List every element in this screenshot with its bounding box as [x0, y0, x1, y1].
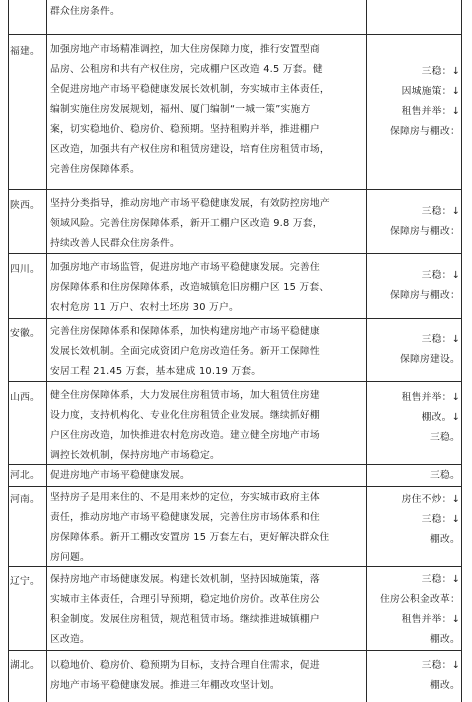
province-name: 陕西。	[10, 200, 40, 211]
policy-line: 房保障体系和住房保障体系，改造城镇危旧房棚户区 15 万套、	[50, 282, 330, 293]
policy-line: 促进房地产市场平稳健康发展。	[50, 470, 190, 481]
row-divider	[8, 318, 462, 319]
policy-line: 区改造。	[50, 634, 90, 645]
policy-line: 户区住房改造，加快推进农村危房改造。建立健全房地产市场	[50, 430, 320, 441]
policy-line: 安居工程 21.45 万套，基本建成 10.19 万套。	[50, 366, 262, 377]
policy-line: 保持房地产市场健康发展。构建长效机制，坚持因城施策，落	[50, 574, 320, 585]
row-divider	[8, 189, 462, 190]
keywords-cell	[370, 466, 460, 486]
policy-cell	[50, 194, 362, 254]
keywords-cell	[370, 62, 460, 142]
keyword: 保障房与棚改：	[390, 126, 460, 137]
keyword: 保障房与棚改：	[390, 290, 460, 301]
keywords-cell	[370, 202, 460, 242]
province-name: 四川。	[10, 264, 40, 275]
province-cell	[10, 196, 42, 216]
policy-cell	[50, 386, 362, 466]
policy-line: 加强房地产市场精准调控，加大住房保障力度，推行安置型商	[50, 44, 320, 55]
keyword: 棚改。	[430, 634, 460, 645]
keyword: 保障房建设。	[400, 354, 460, 365]
keyword: 租售并举：↓	[401, 614, 460, 625]
policy-line: 积金制度。发展住房租赁，规范租赁市场。继续推进城镇棚户	[50, 614, 320, 625]
province-name: 河北。	[10, 470, 40, 481]
policy-line: 调控长效机制，保持房地产市场稳定。	[50, 450, 220, 461]
policy-line: 加强房地产市场监管，促进房地产市场平稳健康发展。完善住	[50, 262, 320, 273]
province-cell	[10, 490, 42, 510]
column-divider-province	[46, 0, 47, 702]
policy-cell	[50, 322, 362, 382]
policy-line: 坚持房子是用来住的、不是用来炒的定位，夯实城市政府主体	[50, 492, 320, 503]
row-divider	[8, 650, 462, 651]
keyword: 三稳：↓	[421, 574, 460, 585]
column-divider-keywords	[366, 0, 367, 702]
policy-line: 责任，推动房地产市场平稳健康发展，完善住房市场体系和住	[50, 512, 320, 523]
policy-cell	[50, 2, 362, 24]
keyword: 三稳：↓	[421, 206, 460, 217]
province-cell	[10, 324, 42, 344]
keyword: 棚改。	[430, 680, 460, 691]
province-cell	[10, 466, 42, 486]
keyword: 三稳：↓	[421, 660, 460, 671]
keywords-cell	[370, 388, 460, 448]
keywords-cell	[370, 490, 460, 550]
province-cell	[10, 388, 42, 408]
province-name: 山西。	[10, 392, 40, 403]
policy-cell	[50, 656, 362, 696]
policy-line: 完善住房保障体系。	[50, 164, 140, 175]
table-left-border	[8, 0, 9, 702]
policy-line: 设力度，支持机构化、专业化住房租赁企业发展。继续抓好棚	[50, 410, 320, 421]
policy-line: 完善住房保障体系和保障体系，加快构建房地产市场平稳健康	[50, 326, 320, 337]
table-right-border	[461, 0, 462, 702]
province-name: 河南。	[10, 494, 40, 505]
policy-line: 房问题。	[50, 552, 90, 563]
keyword: 三稳：↓	[421, 270, 460, 281]
row-divider	[8, 486, 462, 487]
province-name: 湖北。	[10, 660, 40, 671]
keyword: 房住不炒：↓	[401, 494, 460, 505]
policy-line: 农村危房 11 万户、农村土坯房 30 万户。	[50, 302, 239, 313]
province-name: 安徽。	[10, 328, 40, 339]
row-divider	[8, 34, 462, 35]
province-cell	[10, 656, 42, 676]
policy-line: 持续改善人民群众住房条件。	[50, 238, 180, 249]
keywords-cell	[370, 656, 460, 696]
policy-line: 编制实施住房发展规划，福州、厦门编制“一城一策”实施方	[50, 104, 311, 115]
policy-line: 区改造，加强共有产权住房和租赁房建设，培育住房租赁市场，	[50, 144, 330, 155]
policy-cell	[50, 258, 362, 318]
province-cell	[10, 572, 42, 592]
policy-cell	[50, 466, 362, 486]
keyword: 住房公积金改革：	[380, 594, 460, 605]
keyword: 租售并举：↓	[401, 106, 460, 117]
policy-line: 健全住房保障体系，大力发展住房租赁市场，加大租赁住房建	[50, 390, 320, 401]
policy-line: 以稳地价、稳房价、稳预期为目标，支持合理自住需求，促进	[50, 660, 320, 671]
province-cell	[10, 42, 42, 62]
policy-cell	[50, 570, 362, 650]
province-name: 福建。	[10, 46, 40, 57]
province-cell	[10, 260, 42, 280]
policy-cell	[50, 488, 362, 568]
policy-line: 实城市主体责任，合理引导预期，稳定地价房价。改革住房公	[50, 594, 320, 605]
keyword: 棚改。↓	[421, 412, 460, 423]
policy-line: 房地产市场平稳健康发展。推进三年棚改攻坚计划。	[50, 680, 280, 691]
keyword: 三稳：↓	[421, 66, 460, 77]
keywords-cell	[370, 330, 460, 370]
keywords-cell	[370, 266, 460, 306]
keyword: 三稳。	[430, 470, 460, 481]
policy-line: 坚持分类指导，推动房地产市场平稳健康发展，有效防控房地产	[50, 198, 330, 209]
policy-line: 房保障体系。新开工棚改安置房 15 万套左右，更好解决群众住	[50, 532, 330, 543]
keyword: 三稳。	[430, 432, 460, 443]
keyword: 三稳：↓	[421, 514, 460, 525]
keyword: 保障房与棚改：	[390, 226, 460, 237]
policy-line: 案，切实稳地价、稳房价、稳预期。坚持租购并举，推进棚户	[50, 124, 320, 135]
keywords-cell	[370, 570, 460, 650]
policy-cell	[50, 40, 362, 180]
province-name: 辽宁。	[10, 576, 40, 587]
keyword: 租售并举：↓	[401, 392, 460, 403]
policy-line: 群众住房条件。	[50, 6, 120, 17]
keyword: 因城施策：↓	[401, 86, 460, 97]
policy-line: 发展长效机制。全面完成资团户危房改造任务。新开工保障性	[50, 346, 320, 357]
policy-line: 品房、公租房和共有产权住房，完成棚户区改造 4.5 万套。健	[50, 64, 323, 75]
keyword: 棚改。	[430, 534, 460, 545]
policy-line: 领域风险。完善住房保障体系，新开工棚户区改造 9.8 万套，	[50, 218, 323, 229]
keyword: 三稳：↓	[421, 334, 460, 345]
policy-line: 全促进房地产市场平稳健康发展长效机制，夯实城市主体责任，	[50, 84, 330, 95]
